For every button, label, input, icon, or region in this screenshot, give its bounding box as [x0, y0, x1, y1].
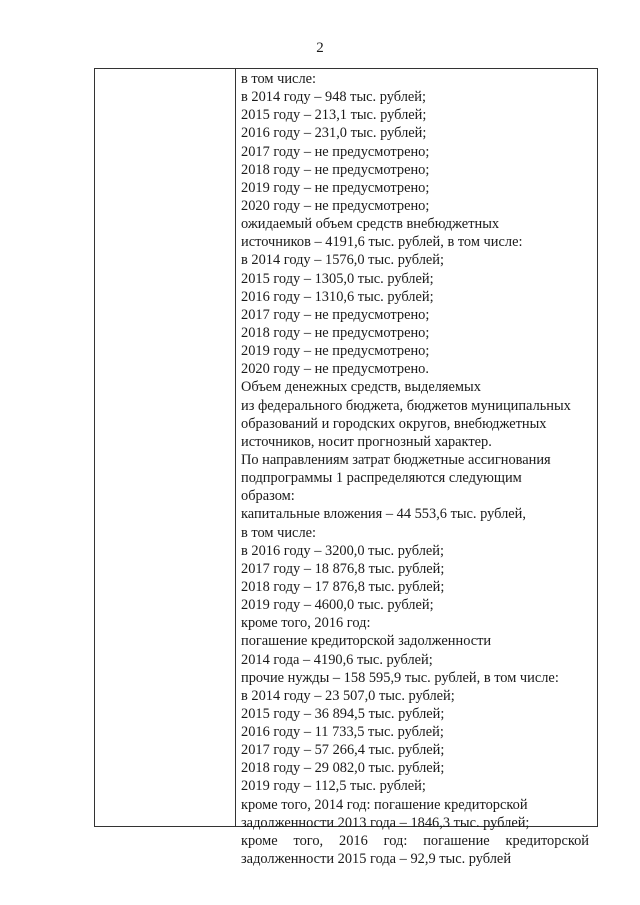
text-line: 2016 году – 231,0 тыс. рублей; [241, 125, 427, 142]
text-line: 2017 году – 18 876,8 тыс. рублей; [241, 560, 445, 577]
text-line: 2015 году – 36 894,5 тыс. рублей; [241, 705, 445, 722]
text-line: из федерального бюджета, бюджетов муниципальных [241, 397, 571, 414]
text-line: подпрограммы 1 распределяются следующим [241, 470, 522, 487]
text-line: 2018 году – 17 876,8 тыс. рублей; [241, 578, 445, 595]
text-line: 2018 году – 29 082,0 тыс. рублей; [241, 760, 445, 777]
text-line: 2019 году – 4600,0 тыс. рублей; [241, 597, 434, 614]
text-line: 2020 году – не предусмотрено. [241, 361, 429, 378]
text-line: 2017 году – 57 266,4 тыс. рублей; [241, 742, 445, 759]
text-line: в 2016 году – 3200,0 тыс. рублей; [241, 542, 444, 559]
text-line: 2017 году – не предусмотрено; [241, 306, 430, 323]
text-line: в 2014 году – 1576,0 тыс. рублей; [241, 252, 444, 269]
text-line: образом: [241, 488, 295, 505]
text-line: 2015 году – 1305,0 тыс. рублей; [241, 270, 434, 287]
text-line: 2018 году – не предусмотрено; [241, 324, 430, 341]
text-line: капитальные вложения – 44 553,6 тыс. рублей, [241, 506, 526, 523]
text-line: кроме того, 2014 год: погашение кредиторской [241, 796, 528, 813]
text-line: По направлениям затрат бюджетные ассигнования [241, 451, 551, 468]
text-line: 2015 году – 213,1 тыс. рублей; [241, 107, 427, 124]
text-line: ожидаемый объем средств внебюджетных [241, 216, 500, 233]
text-line: образований и городских округов, внебюджетных [241, 415, 547, 432]
table-column-divider [235, 69, 236, 826]
text-line: 2017 году – не предусмотрено; [241, 143, 430, 160]
text-line: в том числе: [241, 524, 317, 541]
text-line: в 2014 году – 948 тыс. рублей; [241, 89, 426, 106]
text-line: кроме того, 2016 год: [241, 615, 371, 632]
text-line: 2016 году – 1310,6 тыс. рублей; [241, 288, 434, 305]
text-line: прочие нужды – 158 595,9 тыс. рублей, в том числе: [241, 669, 559, 686]
page-number: 2 [316, 40, 324, 56]
table-content-cell [241, 70, 595, 868]
text-line: 2016 году – 11 733,5 тыс. рублей; [241, 724, 444, 741]
text-line: задолженности 2015 года – 92,9 тыс. рублей [241, 851, 512, 868]
text-line: 2018 году – не предусмотрено; [241, 161, 430, 178]
text-line: 2019 году – не предусмотрено; [241, 343, 430, 360]
text-line: источников, носит прогнозный характер. [241, 433, 492, 450]
text-line: 2014 года – 4190,6 тыс. рублей; [241, 651, 433, 668]
text-line: Объем денежных средств, выделяемых [241, 379, 481, 396]
text-line: источников – 4191,6 тыс. рублей, в том числе: [241, 234, 523, 251]
text-line: 2019 году – не предусмотрено; [241, 179, 430, 196]
document-table [94, 68, 598, 868]
text-line: 2019 году – 112,5 тыс. рублей; [241, 778, 426, 795]
text-line: погашение кредиторской задолженности [241, 633, 492, 650]
text-line: в 2014 году – 23 507,0 тыс. рублей; [241, 687, 455, 704]
text-line: в том числе: [241, 71, 317, 87]
text-line: задолженности 2013 года – 1846,3 тыс. рублей; [241, 814, 530, 831]
text-line: 2020 году – не предусмотрено; [241, 197, 430, 214]
text-line: кроме того, 2016 год: погашение кредиторской [241, 832, 589, 849]
